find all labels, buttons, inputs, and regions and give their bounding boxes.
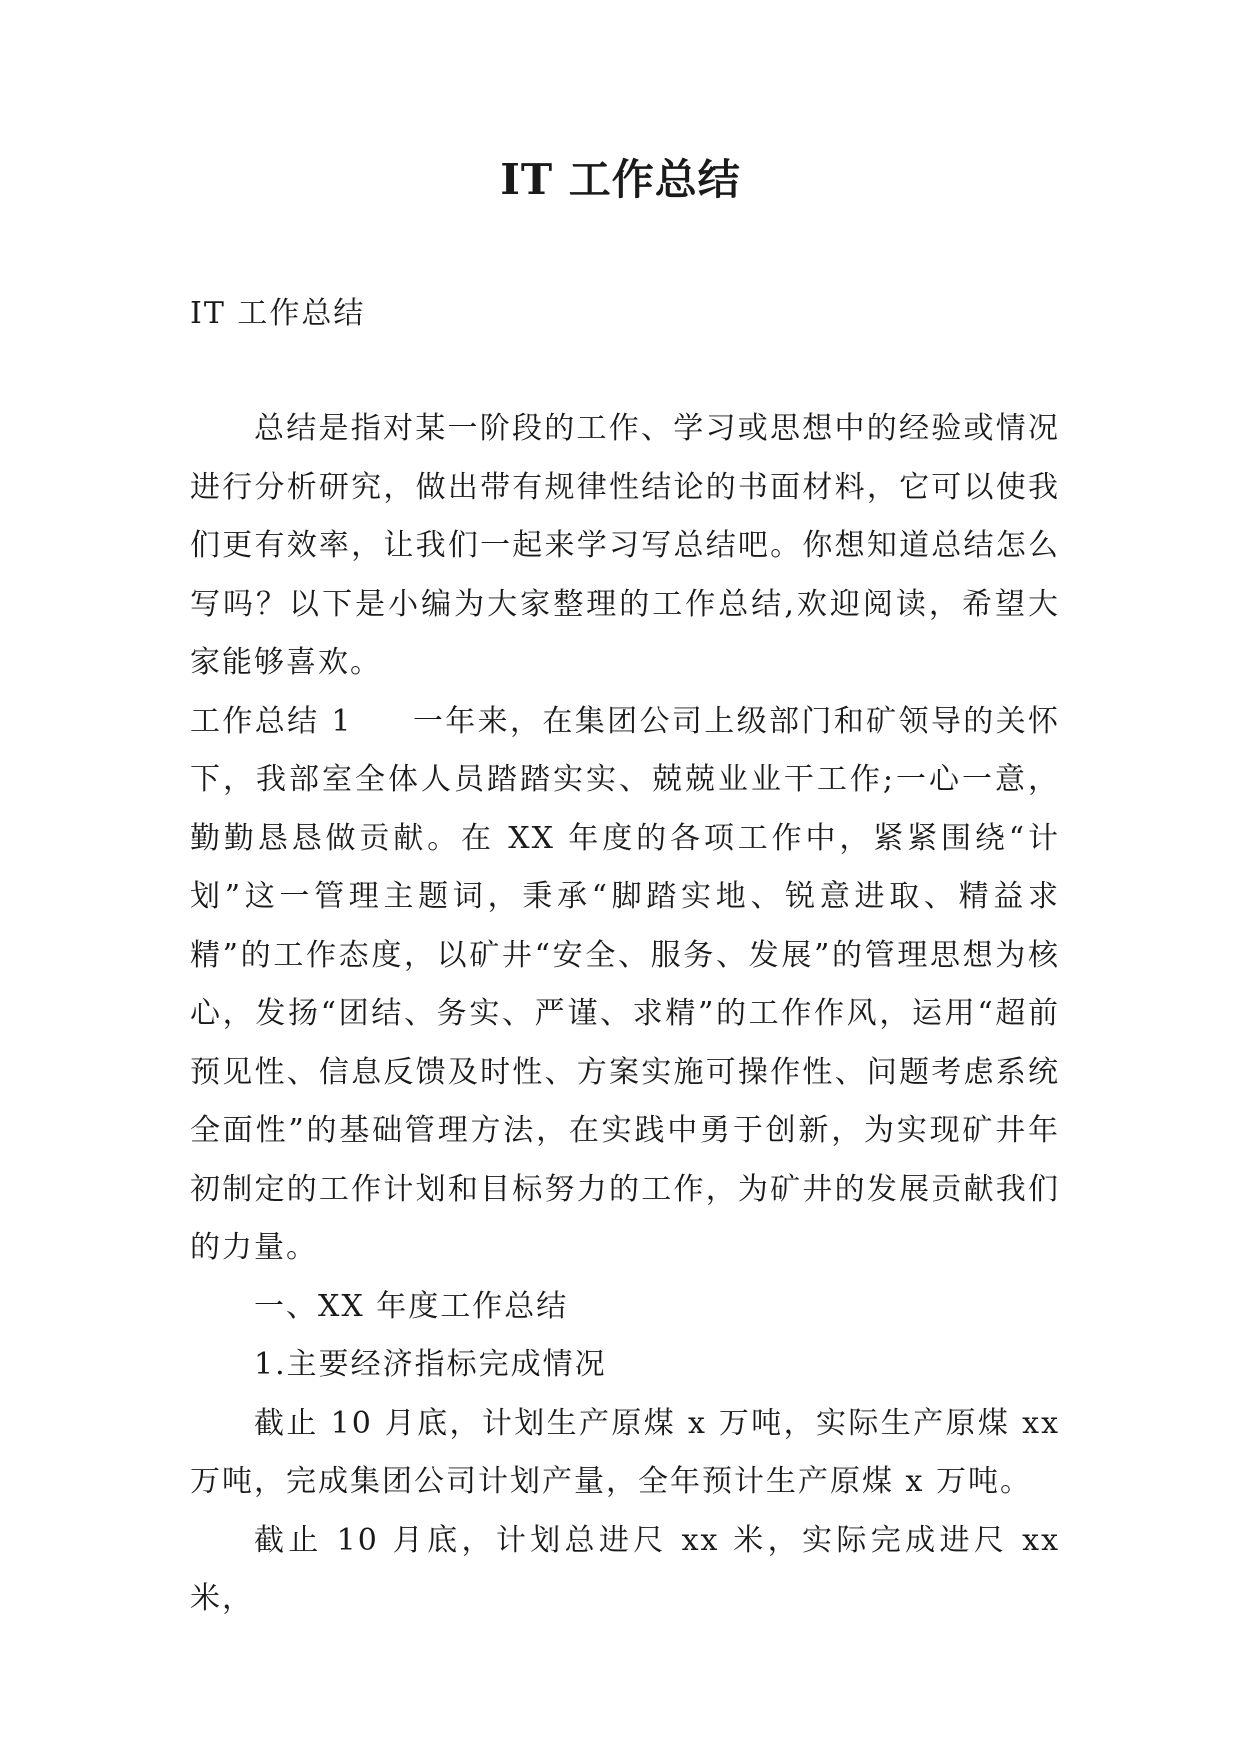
heading-economic-indicators: 1.主要经济指标完成情况 xyxy=(254,1347,607,1382)
document-title: IT 工作总结 xyxy=(500,155,741,204)
heading-annual-summary: 一、XX 年度工作总结 xyxy=(254,1288,569,1324)
document-body xyxy=(190,400,1060,1629)
section-1-text: 一年来，在集团公司上级部门和矿领导的关怀下，我部室全体人员踏踏实实、兢兢业业干工作;一心一意，勤勤恳恳做贡献。在 XX 年度的各项工作中，紧紧围绕“计划”这一管理主题词，秉承“脚踏实地、锐意进取、精益求精”的工作态度，以矿井“安全、服务、发展”的管理思想为核心，发扬“团结、务实、严谨、求精”的工作作风，运用“超前预见性、信息反馈及时性、方案实施可操作性、问题考虑系统全面性”的基础管理方法，在实践中勇于创新，为实现矿井年初制定的工作计划和目标努力的工作，为矿井的发展贡献我们的力量。 xyxy=(190,703,1060,1265)
coal-production-paragraph: 截止 10 月底，计划生产原煤 x 万吨，实际生产原煤 xx 万吨，完成集团公司计划产量，全年预计生产原煤 x 万吨。 xyxy=(190,1405,1060,1499)
document-subtitle: IT 工作总结 xyxy=(190,296,366,331)
section-1-label: 工作总结 1 xyxy=(190,703,353,739)
section-1-paragraph xyxy=(190,693,1060,1278)
intro-paragraph: 总结是指对某一阶段的工作、学习或思想中的经验或情况进行分析研究，做出带有规律性结论的书面材料，它可以使我们更有效率，让我们一起来学习写总结吧。你想知道总结怎么写吗？以下是小编为大家整理的工作总结,欢迎阅读，希望大家能够喜欢。 xyxy=(190,411,1060,680)
footage-paragraph: 截止 10 月底，计划总进尺 xx 米，实际完成进尺 xx 米， xyxy=(190,1522,1060,1616)
